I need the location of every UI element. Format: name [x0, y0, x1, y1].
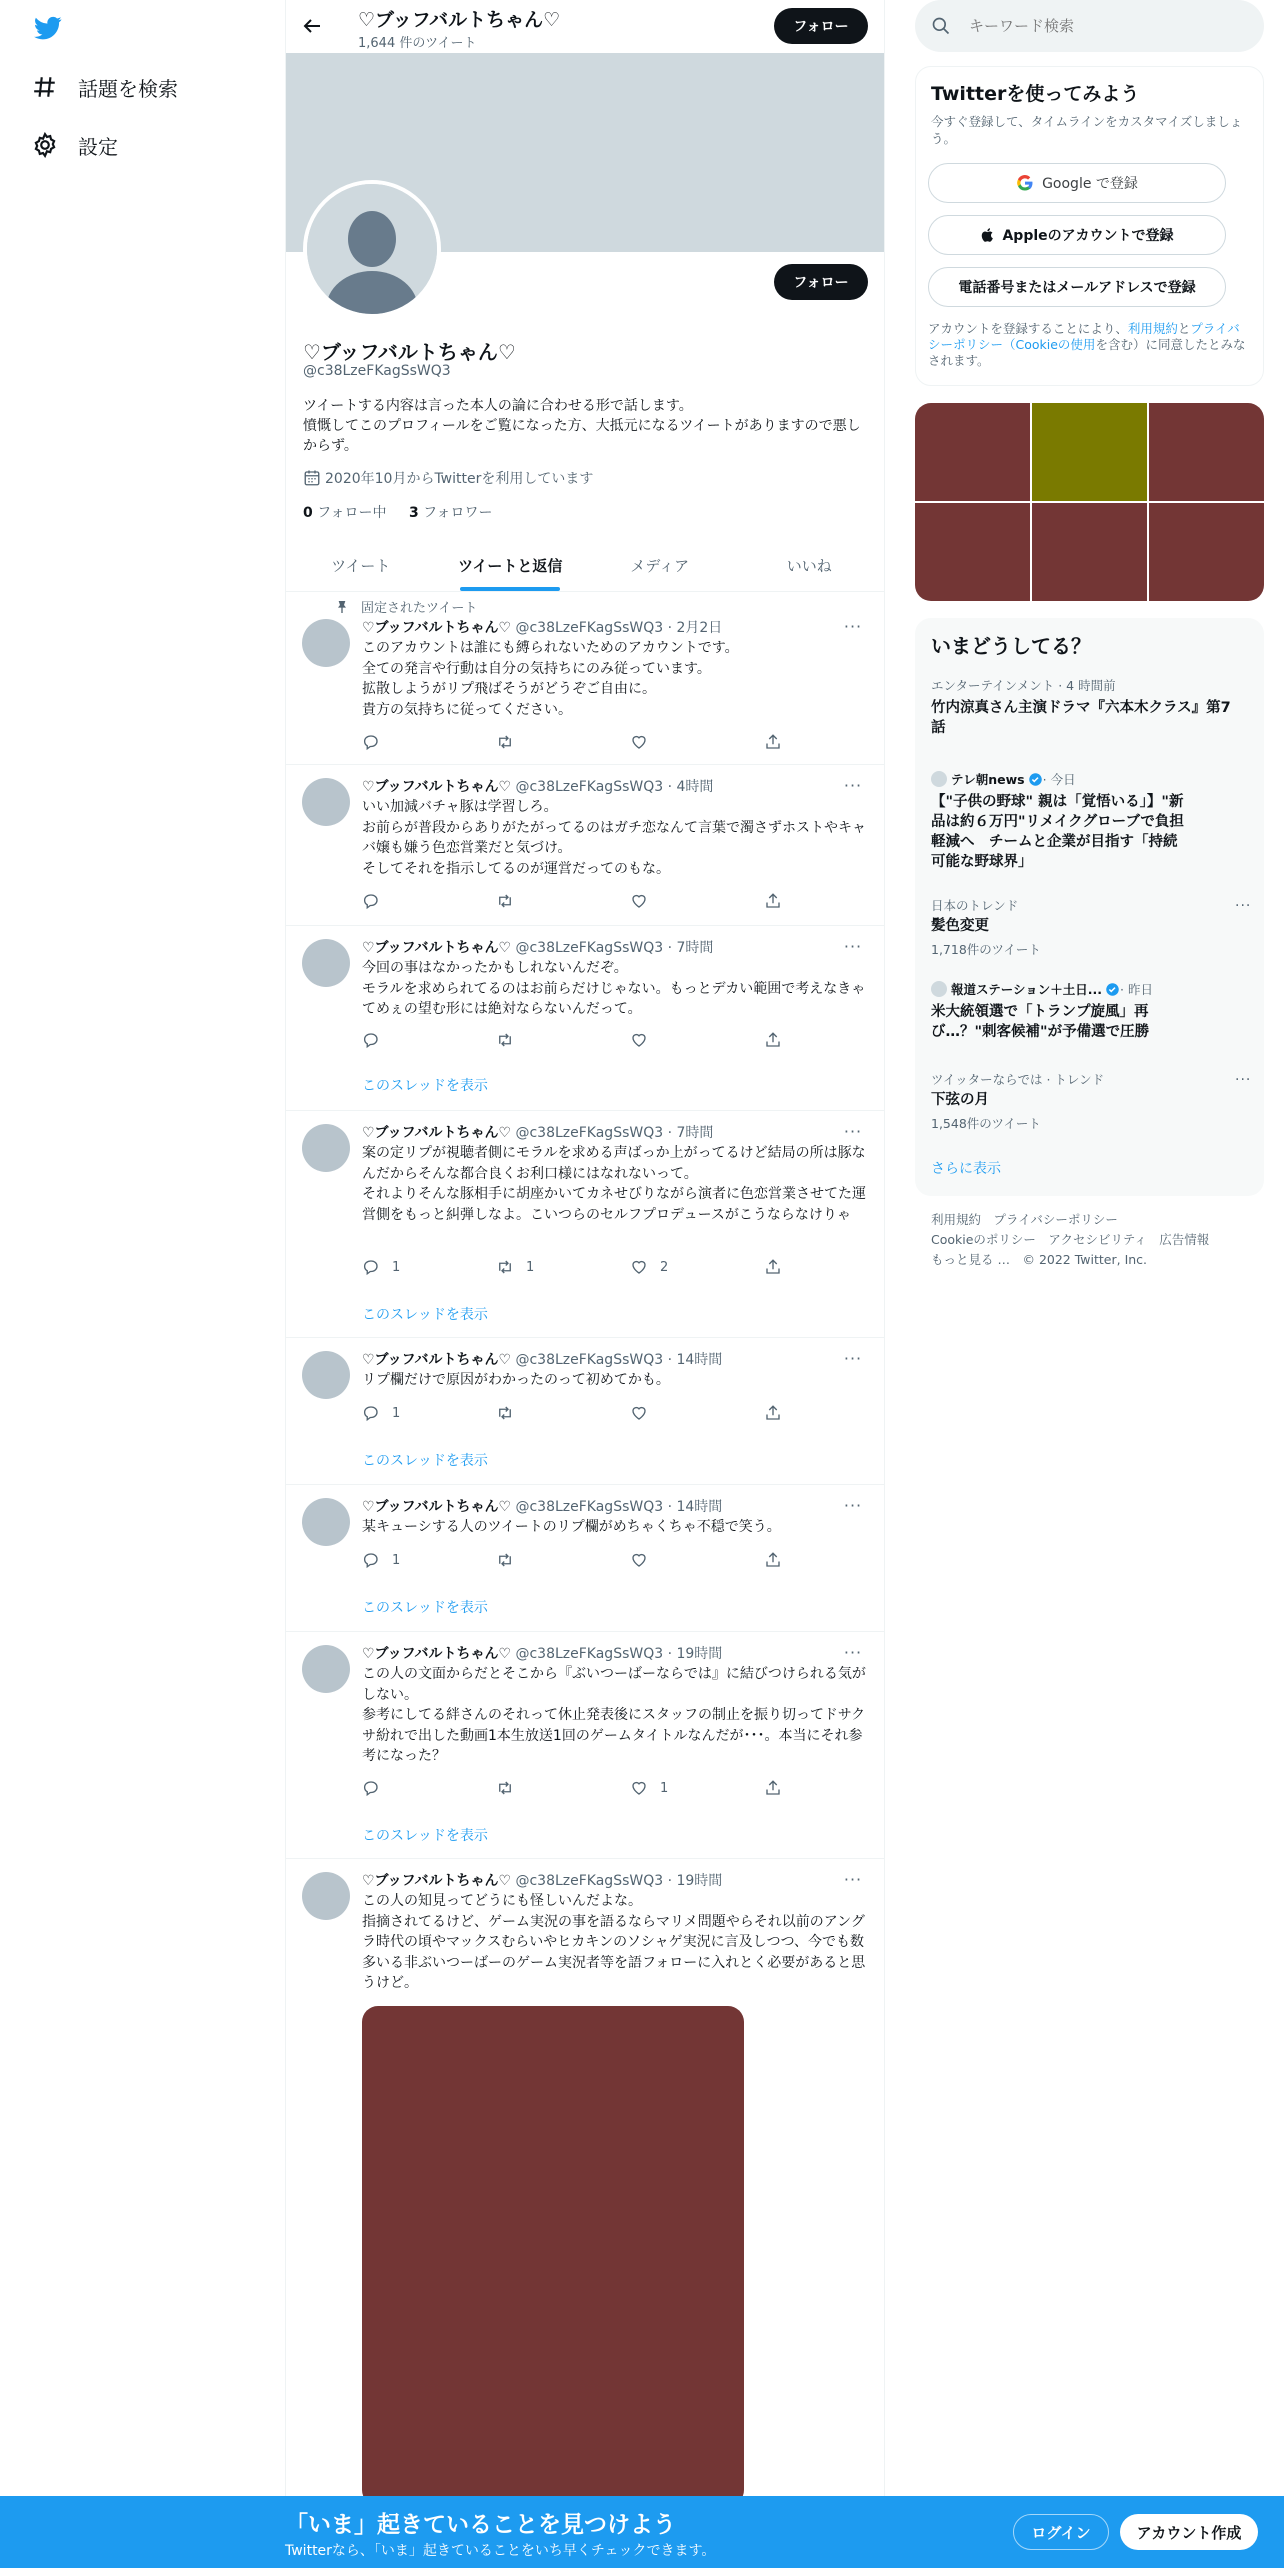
profile-column [285, 0, 885, 2568]
tweet-actions [362, 1031, 782, 1051]
tweet[interactable] [286, 1339, 884, 1485]
tweet-text: 案の定リプが視聴者側にモラルを求める声ばっか上がってるけど結局の所は豚なんだからそんな都合良くお利口様にはなれないって。 それよりそんな豚相手に胡座かいてカネせびりながら演者に色恋営業させてた運営側をもっと糾弾しなよ。こいつらのセルフプロデュースがこうならなけりゃ [362, 1145, 866, 1223]
tweet-author[interactable]: ♡ブッフバルトちゃん♡ [362, 1646, 512, 1662]
tweet-text: このアカウントは誰にも縛られないためのアカウントです。 全ての発言や行動は自分の気持ちにのみ従っています。 拡散しようがリプ飛ばそうがどうぞご自由に。 貴方の気持ちに従ってください。 [362, 640, 739, 718]
share-button[interactable] [764, 733, 794, 751]
tweet-author[interactable]: ♡ブッフバルトちゃん♡ [362, 1352, 512, 1368]
more-icon[interactable]: ··· [843, 937, 863, 956]
trend-item[interactable] [931, 770, 1191, 872]
tweet-text: この人の知見ってどうにも怪しいんだよな。 指摘されてるけど、ゲーム実況の事を語るならマリメ問題やらそれ以前のアングラ時代の頃やマックスむらいやヒカキンのソシャゲ実況に言及しつつ、今でも数多いる非ぶいつーばーのゲーム実況者等を語フォローに入れとく必要があると思うけど。 [362, 1893, 866, 1991]
like-icon [630, 1031, 648, 1049]
tweet-header [362, 1643, 722, 1663]
retweet-button[interactable] [496, 1779, 526, 1797]
source-avatar [931, 771, 947, 787]
following-link[interactable] [303, 505, 387, 521]
apple-icon [980, 226, 996, 244]
verified-icon [1105, 982, 1120, 997]
legal-text-1: アカウントを登録することにより、 [928, 321, 1128, 336]
terms-link[interactable]: 利用規約 [1127, 321, 1178, 336]
tab-likes[interactable]: いいね [786, 557, 832, 575]
tweet-header [362, 1349, 722, 1369]
reply-icon [362, 1258, 380, 1276]
media-grid [915, 403, 1264, 601]
tweet-author[interactable]: ♡ブッフバルトちゃん♡ [362, 620, 512, 636]
trend-meta-row [931, 770, 1191, 788]
media-thumb[interactable] [1032, 503, 1147, 601]
retweet-icon [496, 1258, 514, 1276]
reply-button[interactable] [362, 892, 392, 910]
reply-count: 1 [392, 1405, 401, 1421]
retweet-icon [496, 733, 514, 751]
more-icon[interactable]: ··· [843, 1122, 863, 1141]
tweet-meta: @c38LzeFKagSsWQ3 · 14時間 [511, 1499, 723, 1515]
profile-bio: ツイートする内容は言った本人の論に合わせる形で話します。 憤慨してこのプロフィールをご覧になった方、大抵元になるツイートがありますので悪しからず。 [303, 398, 861, 454]
like-icon [630, 1551, 648, 1569]
like-icon [630, 1258, 648, 1276]
bottom-bar-title: 「いま」起きていることを見つけよう [285, 2512, 676, 2538]
reply-icon [362, 1779, 380, 1797]
media-thumb[interactable] [1149, 403, 1264, 501]
tweet-text: 某キューシする人のツイートのリプ欄がめちゃくちゃ不穏で笑う。 [362, 1519, 781, 1535]
retweet-icon [496, 1551, 514, 1569]
tweet-meta: @c38LzeFKagSsWQ3 · 4時間 [511, 779, 714, 795]
profile-name: ♡ブッフバルトちゃん♡ [303, 340, 516, 364]
show-thread-link[interactable]: このスレッドを表示 [362, 1078, 488, 1094]
trend-source: 報道ステーション＋土日... [951, 982, 1102, 997]
more-icon[interactable]: ··· [843, 617, 863, 636]
like-icon [630, 733, 648, 751]
trend-item[interactable] [931, 676, 1231, 738]
like-button[interactable] [630, 1779, 668, 1797]
profile-handle: @c38LzeFKagSsWQ3 [303, 363, 451, 379]
tweet-actions [362, 733, 782, 753]
retweet-button[interactable] [496, 1031, 526, 1049]
tab-tweets-and-replies[interactable]: ツイートと返信 [436, 540, 586, 591]
show-thread-link[interactable]: このスレッドを表示 [362, 1828, 488, 1844]
share-icon [764, 733, 782, 751]
tweet-header [362, 776, 713, 796]
share-icon [764, 1404, 782, 1422]
show-thread-link[interactable]: このスレッドを表示 [362, 1453, 488, 1469]
followers-label: フォロワー [418, 505, 493, 521]
followers-count: 3 [408, 505, 419, 521]
tweet-meta: @c38LzeFKagSsWQ3 · 7時間 [511, 1125, 714, 1141]
profile-follow-stats [303, 502, 492, 522]
verified-icon [1028, 772, 1043, 787]
reply-icon [362, 1551, 380, 1569]
like-count: 1 [660, 1780, 669, 1796]
trend-title: 下弦の月 [931, 1092, 989, 1108]
share-button[interactable] [764, 1551, 794, 1569]
trends-title: いまどうしてる？ [931, 634, 1091, 658]
google-signup-button[interactable] [928, 163, 1226, 203]
hashtag-icon [32, 74, 58, 100]
tweet[interactable] [286, 1633, 884, 1859]
nav-explore-label: 話題を検索 [78, 76, 178, 101]
retweet-icon [496, 892, 514, 910]
media-thumb[interactable] [915, 403, 1030, 501]
apple-signup-button[interactable] [928, 215, 1226, 255]
tweet-actions [362, 892, 782, 912]
nav-explore[interactable] [32, 67, 178, 107]
tweet-author[interactable]: ♡ブッフバルトちゃん♡ [362, 1125, 512, 1141]
tweet-author[interactable]: ♡ブッフバルトちゃん♡ [362, 779, 512, 795]
show-thread-link[interactable]: このスレッドを表示 [362, 1600, 488, 1616]
retweet-count: 1 [526, 1259, 535, 1275]
footer-links [931, 1210, 1209, 1270]
tweet-actions [362, 1404, 782, 1424]
trend-tweet-count: 1,718件のツイート [931, 942, 1041, 957]
more-icon[interactable]: ··· [843, 1643, 863, 1662]
apple-signup-label: Appleのアカウントで登録 [1002, 228, 1174, 244]
reply-button[interactable] [362, 1258, 400, 1276]
share-icon [764, 1551, 782, 1569]
share-button[interactable] [764, 1031, 794, 1049]
profile-joined [303, 468, 593, 488]
google-icon [1016, 174, 1034, 192]
like-button[interactable] [630, 1404, 660, 1422]
pinned-label [334, 597, 477, 616]
privacy-link[interactable]: プライバシーポリシー（Cookieの使用 [928, 321, 1240, 352]
search-input[interactable] [969, 17, 1229, 35]
bottom-bar-subtitle: Twitterなら、「いま」起きていることをいち早くチェックできます。 [285, 2543, 716, 2559]
like-button[interactable] [630, 1551, 660, 1569]
tweet-header [362, 1870, 722, 1890]
retweet-icon [496, 1404, 514, 1422]
nav-settings-label: 設定 [78, 134, 118, 159]
signup-card [915, 66, 1264, 386]
pin-icon [334, 599, 350, 615]
tweet-pinned[interactable] [286, 593, 884, 765]
trend-meta: エンターテインメント · 4 時間前 [931, 678, 1116, 693]
avatar[interactable] [302, 1872, 350, 1920]
tweet-text: いい加減バチャ豚は学習しろ。 お前らが普段からありがたがってるのはガチ恋なんて言葉で濁さずホストやキャバ嬢も嫌う色恋営業だと気づけ。 そしてそれを指示してるのが運営だってのもな。 [362, 799, 866, 877]
tab-media[interactable]: メディア [630, 557, 690, 575]
nav-settings[interactable] [32, 125, 118, 165]
retweet-button[interactable] [496, 892, 526, 910]
signup-bottom-bar [0, 2496, 1284, 2568]
search-icon [931, 16, 951, 36]
avatar[interactable] [302, 1351, 350, 1399]
retweet-button[interactable] [496, 733, 526, 751]
search-box[interactable] [915, 0, 1264, 52]
tweet-author[interactable]: ♡ブッフバルトちゃん♡ [362, 1499, 512, 1515]
trend-meta: ツイッターならでは · トレンド [931, 1072, 1105, 1087]
tweet-header [362, 617, 722, 637]
tweet[interactable] [286, 1112, 884, 1338]
retweet-button[interactable] [496, 1258, 534, 1276]
avatar[interactable] [302, 778, 350, 826]
header-name: ♡ブッフバルトちゃん♡ [358, 9, 561, 31]
following-count: 0 [303, 505, 313, 521]
media-thumb[interactable] [915, 503, 1030, 601]
phone-email-signup-button[interactable]: 電話番号またはメールアドレスで登録 [928, 267, 1226, 307]
tweet-author[interactable]: ♡ブッフバルトちゃん♡ [362, 940, 512, 956]
reply-icon [362, 1404, 380, 1422]
like-icon [630, 1779, 648, 1797]
legal-text-3: を含む）に同意したとみなされます。 [928, 337, 1246, 368]
more-icon[interactable]: ··· [843, 1349, 863, 1368]
reply-button[interactable] [362, 1779, 392, 1797]
tweet[interactable] [286, 927, 884, 1111]
calendar-icon [303, 469, 321, 487]
pinned-text: 固定されたツイート [361, 601, 478, 616]
tweet-header [362, 1496, 722, 1516]
legal-text-2: と [1177, 321, 1191, 336]
profile-avatar[interactable] [303, 180, 441, 318]
google-signup-label: Google で登録 [1042, 176, 1138, 192]
share-icon [764, 1258, 782, 1276]
share-button[interactable] [764, 1404, 794, 1422]
trend-title: 米大統領選で「トランプ旋風」再び…？"刺客候補"が予備選で圧勝 [931, 1004, 1150, 1040]
more-icon[interactable]: ··· [843, 1870, 863, 1889]
signup-subtitle: 今すぐ登録して、タイムラインをカスタマイズしましょう。 [931, 114, 1243, 146]
share-button[interactable] [764, 892, 794, 910]
retweet-button[interactable] [496, 1551, 526, 1569]
more-icon[interactable]: ··· [843, 776, 863, 795]
tweet-header [362, 937, 713, 957]
like-icon [630, 1404, 648, 1422]
trend-item[interactable] [931, 896, 1231, 958]
footer-line-2[interactable]: Cookieのポリシー アクセシビリティ 広告情報 [931, 1232, 1210, 1247]
tweet-meta: @c38LzeFKagSsWQ3 · 14時間 [511, 1352, 723, 1368]
reply-button[interactable] [362, 1551, 400, 1569]
tweet-meta: @c38LzeFKagSsWQ3 · 7時間 [511, 940, 714, 956]
gear-icon [32, 132, 58, 158]
trend-title: 髪色変更 [931, 918, 989, 934]
tweet-meta: @c38LzeFKagSsWQ3 · 19時間 [511, 1646, 723, 1662]
like-button[interactable] [630, 892, 660, 910]
tweet-meta: @c38LzeFKagSsWQ3 · 19時間 [511, 1873, 723, 1889]
retweet-icon [496, 1031, 514, 1049]
back-arrow-icon[interactable] [300, 14, 324, 38]
profile-header-bar [286, 0, 884, 53]
default-avatar-icon [307, 184, 437, 314]
show-thread-link[interactable]: このスレッドを表示 [362, 1307, 488, 1323]
retweet-icon [496, 1779, 514, 1797]
reply-count: 1 [392, 1552, 401, 1568]
create-account-button[interactable]: アカウント作成 [1120, 2514, 1258, 2550]
signup-legal [928, 321, 1250, 369]
tweet-text: 今回の事はなかったかもしれないんだぞ。 モラルを求められてるのはお前らだけじゃない。もっとデカい範囲で考えなきゃてめぇの望む形には絶対ならないんだって。 [362, 960, 866, 1017]
reply-button[interactable] [362, 1404, 400, 1422]
trend-source: テレ朝news [951, 772, 1025, 787]
tweet-text: この人の文面からだとそこから『ぶいつーばーならでは』に結びつけられる気がしない。 参考にしてる絆さんのそれって休止発表後にスタッフの制止を振り切ってドサクサ紛れで出した動画1本生放送1回のゲームタイトルなんだが･･･。本当にそれ参考になった？ [362, 1666, 866, 1764]
more-icon[interactable]: ··· [1235, 898, 1252, 914]
trend-time: · 昨日 [1120, 982, 1153, 997]
reply-icon [362, 1031, 380, 1049]
avatar[interactable] [302, 939, 350, 987]
trend-title: 【"子供の野球" 親は「覚悟いる」】"新品は約６万円"リメイクグローブで負担軽減へ チームと企業が目指す「持続可能な野球界」 [931, 794, 1184, 870]
tweet-author[interactable]: ♡ブッフバルトちゃん♡ [362, 1873, 512, 1889]
twitter-logo-icon[interactable] [32, 14, 64, 42]
tweet-meta: @c38LzeFKagSsWQ3 · 2月2日 [511, 620, 723, 636]
profile-tabs [286, 540, 884, 592]
profile-follow-button[interactable]: フォロー [774, 264, 868, 300]
trend-item[interactable] [931, 980, 1181, 1042]
share-icon [764, 1031, 782, 1049]
header-tweet-count: 1,644 件のツイート [358, 36, 477, 51]
retweet-button[interactable] [496, 1404, 526, 1422]
show-more-link[interactable]: さらに表示 [931, 1161, 1001, 1177]
tweet-header [362, 1122, 713, 1142]
tweet-text: リプ欄だけで原因がわかったのって初めてかも。 [362, 1372, 670, 1388]
header-follow-button[interactable]: フォロー [774, 8, 868, 44]
trend-time: · 今日 [1042, 772, 1076, 787]
trends-card [915, 618, 1264, 1196]
avatar[interactable] [302, 1498, 350, 1546]
media-thumb[interactable] [1032, 403, 1147, 501]
tweet[interactable] [286, 1860, 884, 2500]
reply-count: 1 [392, 1259, 401, 1275]
tab-tweets[interactable]: ツイート [331, 557, 391, 575]
avatar[interactable] [302, 619, 350, 667]
signup-title: Twitterを使ってみよう [931, 83, 1140, 105]
like-button[interactable] [630, 1031, 660, 1049]
tweet-actions [362, 1551, 782, 1571]
trend-title: 竹内涼真さん主演ドラマ『六本木クラス』第7話 [931, 700, 1231, 736]
footer-line-3[interactable]: もっと見る … © 2022 Twitter, Inc. [931, 1252, 1148, 1267]
source-avatar [931, 981, 947, 997]
tweet[interactable] [286, 1486, 884, 1632]
tweet-actions [362, 1779, 782, 1799]
tweet[interactable] [286, 766, 884, 926]
trend-meta-row [931, 980, 1181, 998]
more-icon[interactable]: ··· [843, 1496, 863, 1515]
like-icon [630, 892, 648, 910]
reply-button[interactable] [362, 733, 392, 751]
tweet-actions [362, 1258, 782, 1278]
trend-meta: 日本のトレンド [931, 898, 1019, 913]
reply-icon [362, 733, 380, 751]
profile-joined-text: 2020年10月からTwitterを利用しています [325, 471, 594, 487]
tweet-media-image[interactable] [362, 2006, 744, 2506]
footer-line-1[interactable]: 利用規約 プライバシーポリシー [931, 1212, 1118, 1227]
share-icon [764, 892, 782, 910]
trend-item[interactable] [931, 1070, 1231, 1132]
like-count: 2 [660, 1259, 669, 1275]
share-icon [764, 1779, 782, 1797]
reply-icon [362, 892, 380, 910]
more-icon[interactable]: ··· [1235, 1072, 1252, 1088]
share-button[interactable] [764, 1258, 794, 1276]
trend-tweet-count: 1,548件のツイート [931, 1116, 1041, 1131]
avatar[interactable] [302, 1124, 350, 1172]
followers-link[interactable] [409, 505, 493, 521]
like-button[interactable] [630, 733, 660, 751]
avatar[interactable] [302, 1645, 350, 1693]
media-thumb[interactable] [1149, 503, 1264, 601]
following-label: フォロー中 [312, 505, 387, 521]
login-button[interactable]: ログイン [1013, 2514, 1109, 2550]
share-button[interactable] [764, 1779, 794, 1797]
like-button[interactable] [630, 1258, 668, 1276]
reply-button[interactable] [362, 1031, 392, 1049]
